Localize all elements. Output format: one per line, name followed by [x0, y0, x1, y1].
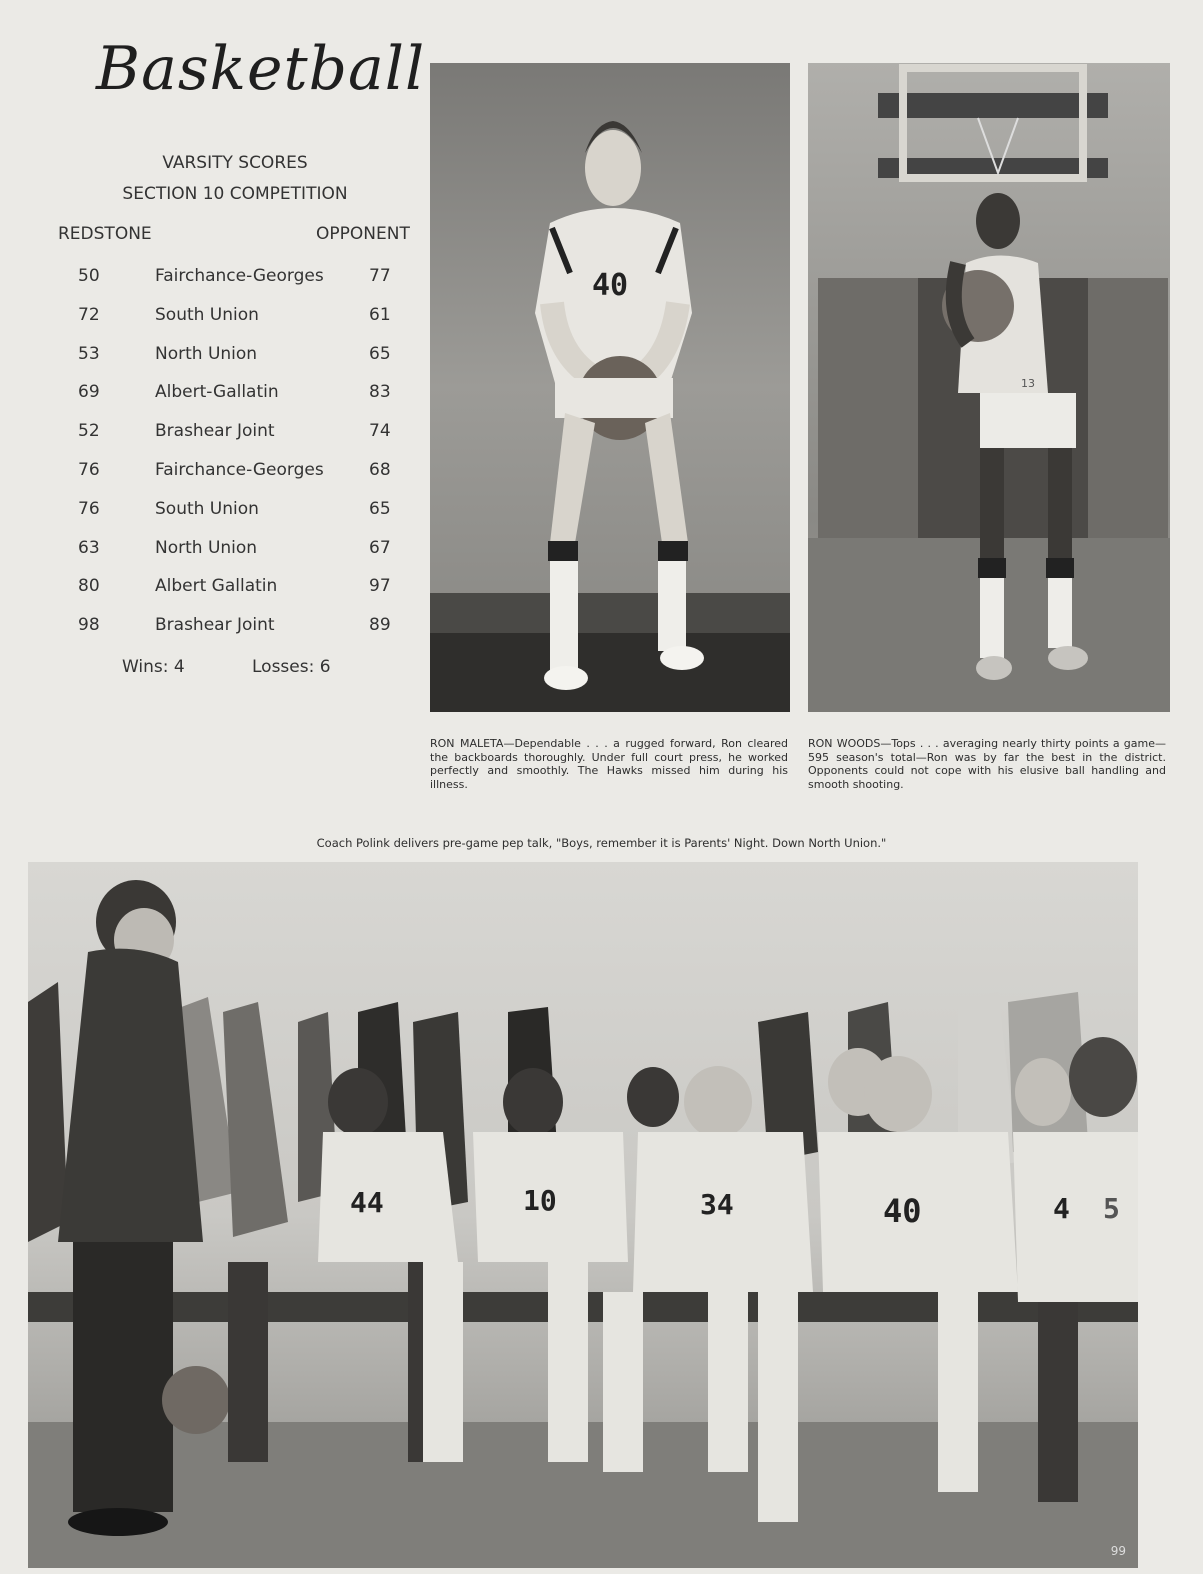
- team-photo-caption: Coach Polink delivers pre-game pep talk, "Boys, remember it is Parents' Night. Down North Union.": [316, 836, 887, 850]
- scores-heading: [60, 148, 410, 210]
- opponent-name: Fairchance-Georges: [155, 266, 324, 286]
- redstone-score: 50: [78, 266, 100, 286]
- opponent-name: Fairchance-Georges: [155, 459, 324, 480]
- score-table: [60, 262, 415, 650]
- table-row: [60, 534, 415, 573]
- opponent-score: 61: [369, 304, 391, 325]
- opponent-score: 68: [369, 459, 391, 480]
- opponent-name: North Union: [155, 537, 258, 558]
- redstone-score: 69: [78, 382, 100, 403]
- opponent-score: 77: [369, 266, 391, 286]
- jersey-number-13: 13: [1021, 377, 1035, 390]
- jersey-number-5: 5: [1103, 1192, 1120, 1225]
- jersey-number-40: 40: [883, 1192, 922, 1230]
- opponent-name: Brashear Joint: [155, 421, 275, 442]
- jersey-number-4: 4: [1053, 1192, 1070, 1225]
- scores-heading-line1: VARSITY SCORES: [162, 153, 308, 173]
- column-header-redstone: REDSTONE: [58, 224, 152, 244]
- redstone-score: 72: [78, 304, 100, 325]
- losses-total: Losses: 6: [252, 657, 331, 677]
- jersey-number-34: 34: [700, 1188, 734, 1221]
- opponent-score: 83: [369, 382, 391, 403]
- table-row: [60, 301, 415, 340]
- table-row: [60, 378, 415, 417]
- page-number: 99: [1110, 1544, 1126, 1558]
- opponent-score: 67: [369, 537, 391, 558]
- opponent-score: 89: [369, 615, 391, 636]
- redstone-score: 76: [78, 459, 100, 480]
- wins-total: Wins: 4: [122, 657, 185, 677]
- redstone-score: 98: [78, 615, 100, 636]
- table-row: [60, 495, 415, 534]
- page-title: Basketball: [96, 34, 426, 104]
- opponent-score: 65: [369, 343, 391, 364]
- table-row: [60, 572, 415, 611]
- table-row: [60, 262, 415, 301]
- opponent-score: 65: [369, 498, 391, 519]
- photo-ron-woods: [808, 63, 1170, 712]
- opponent-name: South Union: [155, 304, 259, 325]
- photo-team-locker-room: [28, 862, 1138, 1568]
- caption-ron-maleta: RON MALETA—Dependable . . . a rugged forward, Ron cleared the backboards thoroughly. Under full court press, he worked perfectly and smoothly. The Hawks missed him during his illness.: [430, 737, 788, 791]
- caption-ron-woods: RON WOODS—Tops . . . averaging nearly thirty points a game—595 season's total—Ron was by far the best in the district. Opponents could not cope with his elusive ball handling and smooth shooting.: [808, 737, 1166, 791]
- table-row: [60, 417, 415, 456]
- column-header-opponent: OPPONENT: [316, 224, 410, 244]
- jersey-number-10: 10: [523, 1184, 557, 1217]
- jersey-number-40: 40: [592, 268, 629, 303]
- opponent-name: North Union: [155, 343, 258, 364]
- redstone-score: 80: [78, 576, 100, 597]
- opponent-score: 74: [369, 421, 391, 442]
- opponent-score: 97: [369, 576, 391, 597]
- redstone-score: 63: [78, 537, 100, 558]
- table-row: [60, 456, 415, 495]
- opponent-name: South Union: [155, 498, 259, 519]
- table-row: [60, 340, 415, 379]
- redstone-score: 52: [78, 421, 100, 442]
- table-row: [60, 611, 415, 650]
- scores-heading-line2: SECTION 10 COMPETITION: [122, 184, 348, 204]
- jersey-number-44: 44: [350, 1186, 384, 1219]
- opponent-name: Albert-Gallatin: [155, 382, 279, 403]
- opponent-name: Albert Gallatin: [155, 576, 278, 597]
- photo-ron-maleta: [430, 63, 790, 712]
- redstone-score: 53: [78, 343, 100, 364]
- opponent-name: Brashear Joint: [155, 615, 275, 636]
- redstone-score: 76: [78, 498, 100, 519]
